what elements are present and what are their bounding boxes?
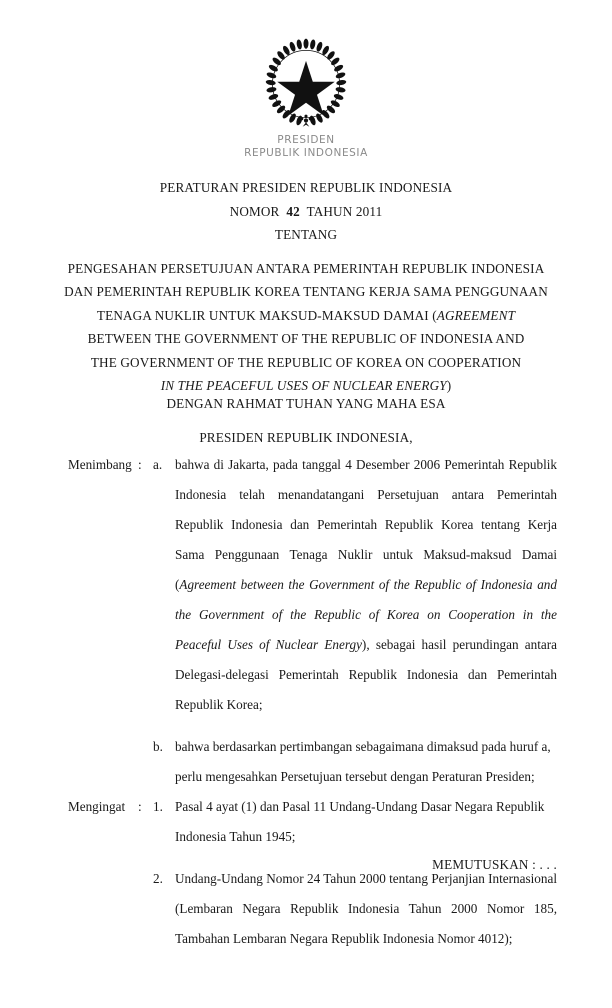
considerans-gap-a-b — [0, 720, 612, 732]
considerans-item-b — [0, 732, 612, 792]
invocation-line2: PRESIDEN REPUBLIK INDONESIA, — [199, 429, 413, 445]
heading-number-line — [56, 200, 556, 224]
legal-basis-marker-2: 2. — [153, 871, 163, 886]
legal-basis-text-1-part1: Pasal 4 ayat (1) dan Pasal 11 Undang-Undang Dasar Negara Republik Indonesia Tahun 1945; — [175, 799, 545, 844]
heading-spacer — [56, 247, 556, 257]
nomor-value: 42 — [286, 203, 300, 219]
heading-authority: PERATURAN PRESIDEN REPUBLIK INDONESIA — [159, 180, 453, 195]
legal-body-block — [0, 450, 612, 954]
emblem-caption-line1: PRESIDEN — [277, 134, 335, 146]
heading-title-id-line2: DAN PEMERINTAH REPUBLIK KOREA TENTANG KERJA SAMA PENGGUNAAN — [64, 284, 548, 299]
legal-basis-item-2 — [0, 864, 612, 954]
considerans-label: Menimbang — [68, 457, 132, 472]
nomor-suffix: TAHUN 2011 — [306, 203, 383, 219]
legal-basis-text-2 — [175, 864, 557, 954]
legal-basis-label: Mengingat — [68, 799, 126, 814]
heading-title-close-paren: ) — [446, 378, 452, 393]
considerans-item-a — [0, 450, 612, 720]
heading-title-en-line5: THE GOVERNMENT OF THE REPUBLIC OF KOREA ON COOPERATION — [90, 354, 522, 370]
indonesia-presidential-emblem-star-wreath-icon — [258, 36, 354, 132]
considerans-text-a-part1: bahwa di Jakarta, pada tanggal 4 Desember 2006 Pemerintah Republik Indonesia telah menandatangani Persetujuan antara Pemerintah Republik Indonesia dan Pemerintah Republik Korea tentang Kerja Sama Penggunaan Tenaga Nuklir untuk Maksud-maksud Damai ( — [175, 457, 557, 592]
legal-basis-colon: : — [138, 799, 142, 814]
heading-title-en-line6: IN THE PEACEFUL USES OF NUCLEAR ENERGY — [160, 378, 447, 393]
presidential-emblem-block — [0, 36, 612, 160]
invocation-spacer — [56, 416, 556, 426]
regulation-heading-block — [56, 176, 556, 398]
considerans-text-a — [175, 450, 557, 720]
heading-tentang: TENTANG — [274, 227, 338, 242]
page-continuation-note: MEMUTUSKAN : . . . — [432, 857, 557, 872]
legal-basis-marker-1: 1. — [153, 799, 163, 814]
invocation-line1: DENGAN RAHMAT TUHAN YANG MAHA ESA — [166, 396, 446, 411]
emblem-caption — [0, 134, 612, 160]
heading-title-id-line1: PENGESAHAN PERSETUJUAN ANTARA PEMERINTAH REPUBLIK INDONESIA — [67, 260, 545, 276]
considerans-text-b — [175, 732, 557, 792]
legal-basis-text-2-part1: Undang-Undang Nomor 24 Tahun 2000 tentang Perjanjian Internasional (Lembaran Negara Republik Indonesia Tahun 2000 Nomor 185, Tambahan Lembaran Negara Republik Indonesia Nomor 4012); — [175, 871, 557, 946]
considerans-marker-b: b. — [153, 739, 163, 754]
considerans-colon: : — [138, 457, 142, 472]
legal-basis-text-1 — [175, 792, 557, 852]
emblem-caption-line2: REPUBLIK INDONESIA — [244, 147, 368, 159]
considerans-text-a-italic: Agreement between the Government of the Republic of Indonesia and the Government of the Republic of Korea on Cooperation in the Peaceful Uses of Nuclear Energy — [175, 577, 557, 652]
considerans-text-a-part2: ), sebagai hasil perundingan antara Delegasi-delegasi Pemerintah Republik Indonesia dan Pemerintah Republik Korea; — [175, 637, 557, 712]
heading-title-line3 — [56, 304, 556, 328]
nomor-prefix: NOMOR — [229, 203, 280, 219]
considerans-marker-a: a. — [153, 457, 163, 472]
heading-title-en-line3: AGREEMENT — [436, 307, 516, 323]
heading-title-id-line3: TENAGA NUKLIR UNTUK MAKSUD-MAKSUD DAMAI ( — [96, 307, 437, 323]
considerans-text-b-part1: bahwa berdasarkan pertimbangan sebagaimana dimaksud pada huruf a, perlu mengesahkan Persetujuan tersebut dengan Peraturan Presiden; — [175, 739, 551, 784]
legal-basis-item-1 — [0, 792, 612, 852]
heading-title-en-line4: BETWEEN THE GOVERNMENT OF THE REPUBLIC OF INDONESIA AND — [87, 331, 525, 346]
invocation-block — [56, 392, 556, 449]
